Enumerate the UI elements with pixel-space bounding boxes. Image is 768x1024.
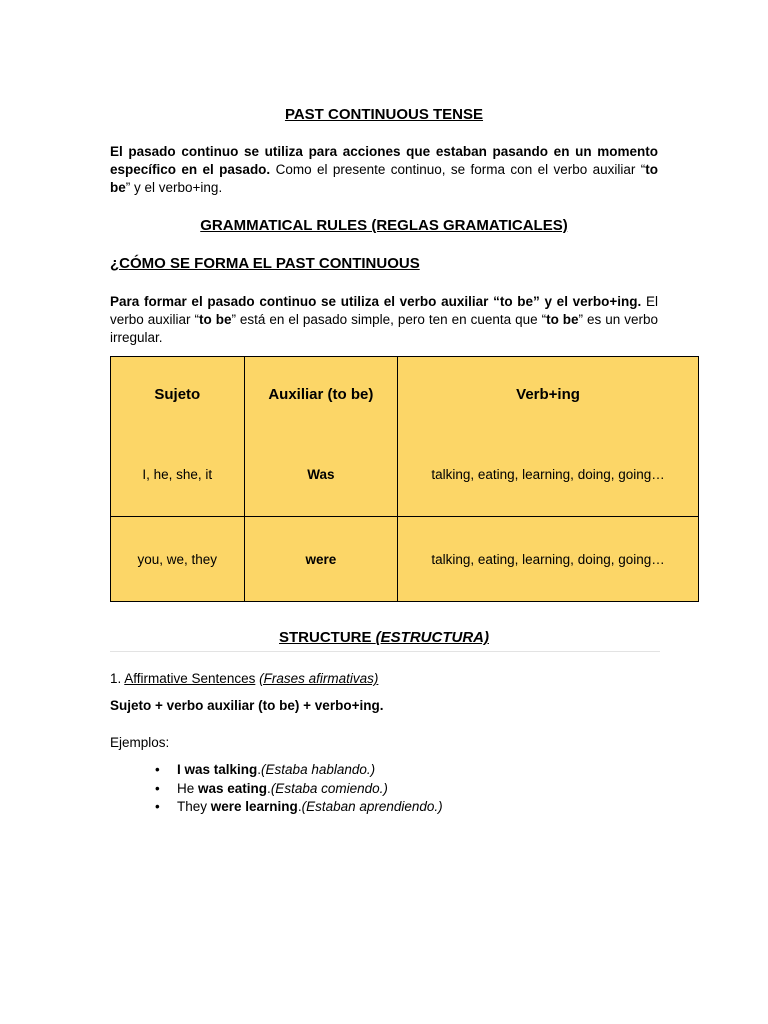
example-period: . (267, 780, 271, 796)
example-translation: (Estaba comiendo.) (270, 780, 388, 796)
intro-text-end: ” y el verbo+ing. (125, 180, 223, 195)
cell-auxiliary: Was (244, 432, 398, 517)
bullet-icon: • (155, 780, 160, 796)
structure-label-italic: (ESTRUCTURA) (375, 629, 489, 646)
affirmative-number: 1. (110, 671, 125, 686)
intro-paragraph (110, 143, 658, 197)
cell-verb-ing: talking, eating, learning, doing, going… (398, 517, 699, 602)
formation-text: El verbo auxiliar “ (110, 294, 658, 327)
list-item (155, 761, 443, 780)
example-period: . (297, 799, 302, 814)
example-bold: was eating (198, 780, 268, 796)
structure-heading (0, 629, 768, 646)
cell-subject: you, we, they (111, 517, 245, 602)
table-header-row (111, 357, 699, 433)
cell-auxiliary: were (244, 517, 398, 602)
formation-text-2: ” está en el pasado simple, pero ten en cuenta que “ (231, 312, 547, 327)
formation-bold-text: Para formar el pasado continuo se utiliza el verbo auxiliar “to be” y el verbo+ing. (110, 294, 642, 309)
affirmative-label-italic: (Frases afirmativas) (259, 671, 379, 686)
example-prefix: He (177, 780, 199, 796)
structure-label: STRUCTURE (279, 629, 376, 646)
example-period: . (257, 762, 262, 777)
intro-to-be: to be (110, 162, 658, 195)
examples-label: Ejemplos: (110, 735, 170, 750)
intro-bold-text: El pasado continuo se utiliza para acciones que estaban pasando en un momento específico en el pasado. (110, 144, 658, 177)
divider (110, 651, 660, 652)
page-title: PAST CONTINUOUS TENSE (284, 106, 484, 123)
header-verb-ing: Verb+ing (398, 357, 699, 433)
formation-to-be-2: to be (546, 312, 579, 327)
affirmative-label: Affirmative Sentences (124, 671, 256, 686)
header-sujeto: Sujeto (111, 357, 245, 433)
formation-paragraph (110, 293, 658, 347)
examples-list (155, 761, 443, 817)
formation-to-be: to be (198, 312, 232, 327)
example-bold: were learning (210, 799, 298, 814)
header-auxiliar: Auxiliar (to be) (244, 357, 398, 433)
table-row (111, 432, 699, 517)
cell-subject: I, he, she, it (111, 432, 245, 517)
example-translation: (Estaba hablando.) (261, 762, 376, 777)
example-translation: (Estaban aprendiendo.) (301, 799, 443, 814)
intro-text: Como el presente continuo, se forma con el verbo auxiliar “ (270, 162, 646, 177)
grammatical-rules-heading: GRAMMATICAL RULES (REGLAS GRAMATICALES) (200, 217, 568, 234)
list-item (155, 798, 443, 817)
list-item (155, 780, 443, 799)
example-prefix: They (177, 799, 211, 814)
bullet-icon: • (155, 799, 160, 814)
how-formed-heading: ¿CÓMO SE FORMA EL PAST CONTINUOUS (110, 255, 420, 272)
affirmative-heading (110, 670, 378, 688)
affirmative-formula: Sujeto + verbo auxiliar (to be) + verbo+ing. (110, 698, 384, 713)
formation-text-3: ” es un verbo irregular. (110, 312, 658, 345)
example-bold: I was talking (177, 762, 258, 777)
cell-verb-ing: talking, eating, learning, doing, going… (398, 432, 699, 517)
table-row (111, 517, 699, 602)
bullet-icon: • (155, 762, 160, 777)
conjugation-table (110, 356, 699, 602)
